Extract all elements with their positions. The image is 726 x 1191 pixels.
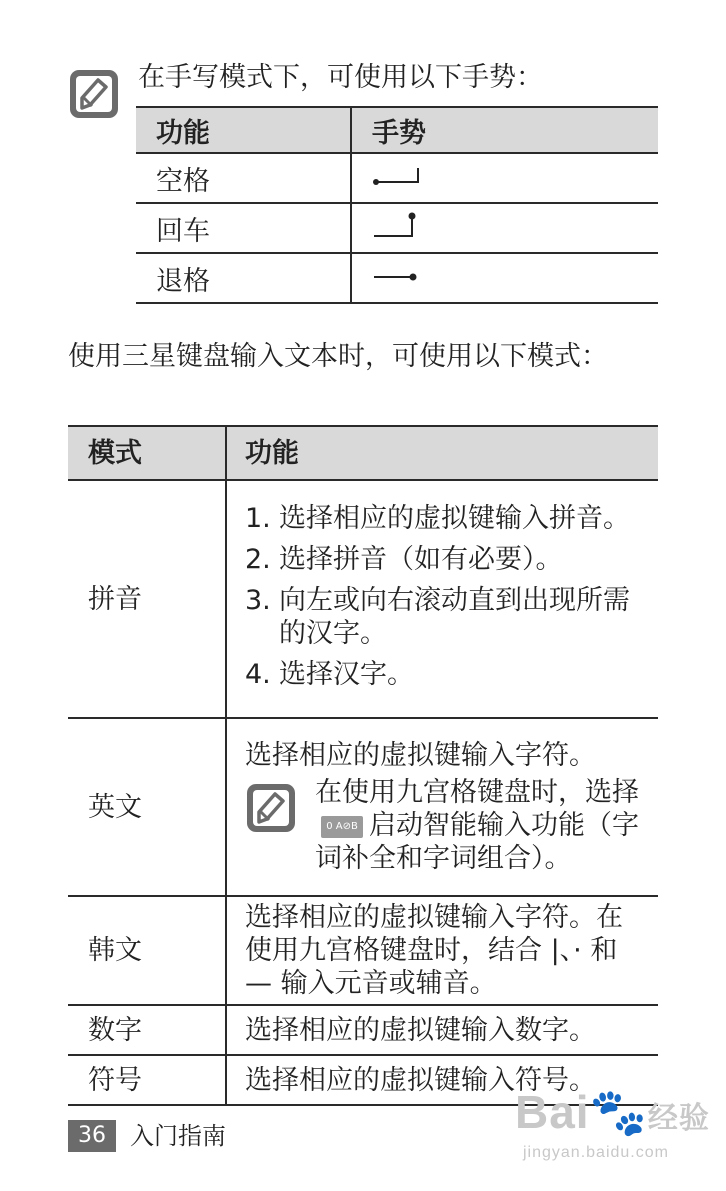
symbol-description: 选择相应的虚拟键输入符号。: [226, 1055, 658, 1105]
list-item: 4. 选择汉字。: [245, 658, 414, 690]
table-row: [136, 253, 658, 303]
gesture-table: [136, 106, 658, 304]
page-footer: [68, 1120, 226, 1152]
table-header-row: [68, 426, 658, 480]
table-row: [68, 718, 658, 896]
mode-number: 数字: [68, 1005, 226, 1055]
mode-pinyin: 拼音: [68, 480, 226, 718]
intro-text: 在手写模式下，可使用以下手势：: [138, 62, 543, 93]
mode-table: [68, 425, 658, 1106]
table-row: [136, 203, 658, 253]
list-item: 2. 选择拼音（如有必要）。: [245, 543, 563, 575]
enter-gesture-icon: [372, 210, 424, 240]
gesture-function-space: 空格: [136, 153, 351, 203]
list-item: 1. 选择相应的虚拟键输入拼音。: [245, 502, 630, 534]
watermark-url: jingyan.baidu.com: [523, 1144, 669, 1161]
header-gesture: 手势: [351, 107, 658, 153]
space-gesture-icon: [372, 162, 424, 188]
note-icon: [68, 68, 120, 120]
english-description: 选择相应的虚拟键输入字符。: [245, 740, 596, 771]
list-item: 3. 向左或向右滚动直到出现所需的汉字。: [245, 584, 630, 649]
modes-paragraph: 使用三星键盘输入文本时，可使用以下模式：: [68, 341, 608, 372]
header-function: 功能: [136, 107, 351, 153]
mode-korean: 韩文: [68, 896, 226, 1005]
header-function: 功能: [226, 426, 658, 480]
table-row: [68, 480, 658, 718]
smart-input-key-icon: 0 A⊘B: [321, 816, 363, 838]
backspace-gesture-icon: [372, 267, 424, 287]
pinyin-steps: [245, 502, 646, 691]
note-icon: [245, 782, 297, 834]
mode-symbol: 符号: [68, 1055, 226, 1105]
section-title: 入门指南: [130, 1122, 226, 1150]
table-header-row: [136, 107, 658, 153]
table-row: [68, 896, 658, 1005]
table-row: [136, 153, 658, 203]
number-description: 选择相应的虚拟键输入数字。: [226, 1005, 658, 1055]
english-note: 在使用九宫格键盘时，选择0 A⊘B 启动智能输入功能（字词补全和字词组合）。: [245, 776, 646, 875]
header-mode: 模式: [68, 426, 226, 480]
page-number: 36: [68, 1120, 116, 1152]
table-row: [68, 1005, 658, 1055]
mode-english: 英文: [68, 718, 226, 896]
gesture-function-enter: 回车: [136, 203, 351, 253]
korean-description: 选择相应的虚拟键输入字符。在使用九宫格键盘时，结合 |、· 和 — 输入元音或辅音。: [226, 896, 658, 1005]
watermark-logo: Bai🐾经验: [515, 1086, 710, 1138]
gesture-function-backspace: 退格: [136, 253, 351, 303]
